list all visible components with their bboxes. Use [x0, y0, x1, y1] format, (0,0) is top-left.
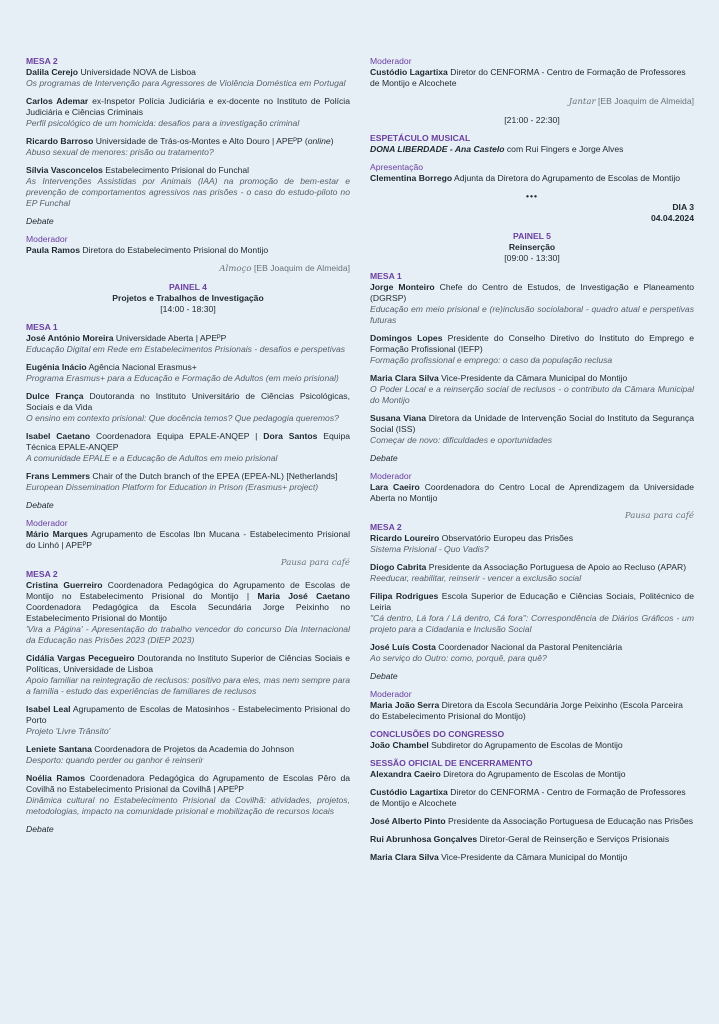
- talk-title: Reeducar, reabilitar, reinserir - vencer a exclusão social: [370, 573, 582, 583]
- panel-time: [14:00 - 18:30]: [160, 304, 216, 314]
- speaker-role: Universidade de Trás-os-Montes e Alto Douro | APEᴾP (: [93, 136, 308, 146]
- moderator-entry: [370, 67, 694, 89]
- speaker-role: Presidente da Associação Portuguesa de Apoio ao Recluso (APAR): [426, 562, 687, 572]
- coffee-break: Pausa para café: [624, 511, 694, 521]
- closing-entry: [370, 834, 694, 845]
- moderator-name: Paula Ramos: [26, 245, 80, 255]
- speaker-role: Coordenadora Pedagógica do Agrupamento de Escolas Pêro da Covilhã no Estabelecimento Prisional da Covilhã | APEᴾP: [26, 773, 350, 794]
- speaker-name: Noélia Ramos: [26, 773, 86, 783]
- section-title: ESPETÁCULO MUSICAL: [370, 133, 471, 143]
- talk-title: 'Vira a Página' - Apresentação do trabalho vencedor do concurso Dia Internacional da Educação nas Prisões 2023 (DIEP 2023): [26, 624, 350, 645]
- talk-title: Dinâmica cultural no Estabelecimento Prisional da Covilhã: atividades, projetos, metodologias, impacto na comunidade prisional e mobilização de recursos locais: [26, 795, 350, 816]
- section-title: MESA 2: [370, 522, 402, 532]
- speaker-name: Filipa Rodrigues: [370, 591, 439, 601]
- speaker-role-2: Coordenadora Pedagógica da Escola Secundária Jorge Peixinho no Estabelecimento Prisional do Montijo: [26, 602, 350, 623]
- coffee-break: Pausa para café: [280, 558, 350, 568]
- day-date: 04.04.2024: [650, 213, 694, 223]
- speaker-name: Maria Clara Silva: [370, 852, 439, 862]
- talk-title: Os programas de Intervenção para Agressores de Violência Doméstica em Portugal: [26, 78, 346, 88]
- panel-title: PAINEL 5: [513, 231, 551, 241]
- speaker-role-2: Equipa Técnica EPALE-ANQEP: [26, 431, 350, 452]
- moderator-name: Lara Caeiro: [370, 482, 420, 492]
- debate-label: Debate: [370, 453, 398, 463]
- talk-title: Educação Digital em Rede em Estabelecimentos Prisionais - desafios e perspetivas: [26, 344, 346, 354]
- speaker-role: Coordenadora de Projetos da Academia do Johnson: [91, 744, 294, 754]
- moderator-entry: [26, 245, 350, 256]
- speaker-entry: [26, 333, 350, 355]
- moderator-label: Moderador: [26, 234, 68, 244]
- debate-label: Debate: [26, 824, 54, 834]
- speaker-role: Diretora do Agrupamento de Escolas de Montijo: [440, 769, 626, 779]
- speaker-role: Vice-Presidente da Câmara Municipal do Montijo: [438, 373, 628, 383]
- left-column: [26, 56, 350, 835]
- debate-label: Debate: [26, 216, 54, 226]
- closing-entry: [370, 852, 694, 863]
- lunch-break: [26, 263, 350, 275]
- moderator-name: Maria João Serra: [370, 700, 440, 710]
- speaker-role: Diretor do CENFORMA - Centro de Formação de Professores de Montijo e Alcochete: [370, 787, 686, 808]
- speaker-role: Coordenador Nacional da Pastoral Penitenciária: [435, 642, 623, 652]
- speaker-entry: [26, 773, 350, 817]
- dinner-label: Jantar: [568, 97, 596, 107]
- speaker-name: Dulce França: [26, 391, 84, 401]
- speaker-name: José Luís Costa: [370, 642, 436, 652]
- speaker-entry: [26, 653, 350, 697]
- speaker-role: ex-Inspetor Polícia Judiciária e ex-docente no Instituto de Polícia Judiciária e Ciências Criminais: [26, 96, 350, 117]
- speaker-entry: [26, 96, 350, 129]
- speaker-name: Isabel Leal: [26, 704, 71, 714]
- speaker-role: Vice-Presidente da Câmara Municipal do Montijo: [438, 852, 628, 862]
- talk-title: Programa Erasmus+ para a Educação e Formação de Adultos (em meio prisional): [26, 373, 339, 383]
- speaker-role-online: online: [307, 136, 331, 146]
- speaker-entry: [370, 562, 694, 584]
- speaker-entry: [26, 136, 350, 158]
- section-title: MESA 2: [26, 56, 58, 66]
- speaker-entry: [370, 642, 694, 664]
- closing-entry: [370, 816, 694, 827]
- talk-title: European Dissemination Platform for Education in Prison (Erasmus+ project): [26, 482, 319, 492]
- talk-title: Sistema Prisional - Quo Vadis?: [370, 544, 489, 554]
- speaker-role: Subdiretor do Agrupamento de Escolas de Montijo: [428, 740, 623, 750]
- show-name: DONA LIBERDADE - Ana Castelo: [370, 144, 505, 154]
- speaker-name-2: Maria José Caetano: [257, 591, 351, 601]
- moderator-role: Diretora da Escola Secundária Jorge Peixinho (Escola Parceira do Estabelecimento Prisional do Montijo): [370, 700, 683, 721]
- speaker-role: Chair of the Dutch branch of the EPEA (EPEA-NL) [Netherlands]: [90, 471, 338, 481]
- speaker-name: Cidália Vargas Pecegueiro: [26, 653, 135, 663]
- presenter-name: Clementina Borrego: [370, 173, 453, 183]
- speaker-role: Diretor-Geral de Reinserção e Serviços Prisionais: [477, 834, 670, 844]
- speaker-name-2: Dora Santos: [263, 431, 318, 441]
- panel-time: [09:00 - 13:30]: [504, 253, 560, 263]
- speaker-name: Sílvia Vasconcelos: [26, 165, 103, 175]
- speaker-role: Observatório Europeu das Prisões: [439, 533, 573, 543]
- speaker-entry: [370, 373, 694, 406]
- speaker-name: João Chambel: [370, 740, 429, 750]
- presenter-role: Adjunta da Diretora do Agrupamento de Escolas de Montijo: [452, 173, 681, 183]
- moderator-name: Custódio Lagartixa: [370, 67, 448, 77]
- moderator-label: Moderador: [370, 471, 412, 481]
- speaker-entry: [370, 413, 694, 446]
- speaker-name: Dalila Cerejo: [26, 67, 79, 77]
- presentation-label: Apresentação: [370, 162, 424, 172]
- speaker-name: Domingos Lopes: [370, 333, 443, 343]
- speaker-name: Ricardo Barroso: [26, 136, 94, 146]
- speaker-name: Custódio Lagartixa: [370, 787, 448, 797]
- panel-subtitle: Reinserção: [508, 242, 556, 252]
- talk-title: O Poder Local e a reinserção social de reclusos - o contributo da Câmara Municipal do Montijo: [370, 384, 694, 405]
- speaker-entry: [26, 580, 350, 646]
- speaker-name: Rui Abrunhosa Gonçalves: [370, 834, 478, 844]
- section-title: MESA 2: [26, 569, 58, 579]
- speaker-name: Jorge Monteiro: [370, 282, 435, 292]
- speaker-name: Ricardo Loureiro: [370, 533, 440, 543]
- talk-title: Apoio familiar na reintegração de reclusos: positivo para eles, mas nem sempre para a família - estudo das experiências de familiares de reclusos: [26, 675, 350, 696]
- talk-title: Abuso sexual de menores: prisão ou tratamento?: [26, 147, 214, 157]
- debate-label: Debate: [26, 500, 54, 510]
- speaker-name: Isabel Caetano: [26, 431, 91, 441]
- evening-time: [21:00 - 22:30]: [504, 115, 560, 125]
- show-entry: [370, 144, 694, 155]
- speaker-name: Carlos Ademar: [26, 96, 89, 106]
- speaker-entry: [26, 391, 350, 424]
- speaker-name: Eugénia Inácio: [26, 362, 87, 372]
- talk-title: Projeto 'Livre Trânsito': [26, 726, 111, 736]
- speaker-entry: [26, 471, 350, 493]
- speaker-entry: [26, 362, 350, 384]
- presentation-entry: [370, 173, 694, 184]
- speaker-entry: [26, 67, 350, 89]
- moderator-entry: [370, 482, 694, 504]
- talk-title: Formação profissional e emprego: o caso da população reclusa: [370, 355, 613, 365]
- moderator-role: Diretora do Estabelecimento Prisional do Montijo: [79, 245, 269, 255]
- panel-title: PAINEL 4: [169, 282, 207, 292]
- debate-label: Debate: [370, 671, 398, 681]
- section-title: CONCLUSÕES DO CONGRESSO: [370, 729, 505, 739]
- speaker-role: Agrupamento de Escolas de Matosinhos - Estabelecimento Prisional do Porto: [26, 704, 350, 725]
- lunch-label: Almoço: [219, 264, 252, 274]
- talk-title: "Cá dentro, Lá fora / Lá dentro, Cá fora": Correspondência de Diários Gráficos - um projeto para a Cidadania e Inclusão Social: [370, 613, 694, 634]
- talk-title: Começar de novo: dificuldades e oportunidades: [370, 435, 553, 445]
- day-label: DIA 3: [672, 202, 694, 212]
- section-title: MESA 1: [26, 322, 58, 332]
- speaker-name: José António Moreira: [26, 333, 114, 343]
- speaker-role: Agência Nacional Erasmus+: [86, 362, 197, 372]
- speaker-role: Universidade Aberta | APEᴾP: [113, 333, 227, 343]
- speaker-entry: [370, 333, 694, 366]
- speaker-name: Susana Viana: [370, 413, 427, 423]
- speaker-role: Escola Superior de Educação e Ciências Sociais, Politécnico de Leiria: [370, 591, 694, 612]
- speaker-entry: [26, 431, 350, 464]
- moderator-name: Mário Marques: [26, 529, 88, 539]
- speaker-entry: [370, 533, 694, 555]
- speaker-entry: [370, 591, 694, 635]
- separator-dots: •••: [525, 191, 539, 201]
- speaker-name: Cristina Guerreiro: [26, 580, 103, 590]
- speaker-entry: [26, 704, 350, 737]
- speaker-role: Diretora da Unidade de Intervenção Social do Instituto da Segurança Social (ISS): [370, 413, 694, 434]
- talk-title: Desporto: quando perder ou ganhor é reinserir: [26, 755, 204, 765]
- moderator-role: Agrupamento de Escolas Ibn Mucana - Estabelecimento Prisional do Linhó | APEᴾP: [26, 529, 350, 550]
- speaker-role: Presidente do Conselho Diretivo do Instituto do Emprego e Formação Profissional (IEFP): [370, 333, 694, 354]
- show-artists: com Rui Fingers e Jorge Alves: [504, 144, 624, 154]
- closing-entry: [370, 769, 694, 780]
- speaker-role: Presidente da Associação Portuguesa de Educação nas Prisões: [445, 816, 694, 826]
- speaker-entry: [370, 282, 694, 326]
- speaker-name: Leniete Santana: [26, 744, 92, 754]
- speaker-role: Chefe do Centro de Estudos, de Investigação e Planeamento (DGRSP): [370, 282, 694, 303]
- moderator-label: Moderador: [26, 518, 68, 528]
- speaker-name: Frans Lemmers: [26, 471, 91, 481]
- speaker-role: Doutoranda no Instituto Universitário de Ciências Psicológicas, Sociais e da Vida: [26, 391, 350, 412]
- talk-title: Perfil psicológico de um homicida: desafios para a investigação criminal: [26, 118, 300, 128]
- talk-title: Educação em meio prisional e (re)inclusão sociolaboral - quadro atual e perspetivas futuras: [370, 304, 694, 325]
- moderator-label: Moderador: [370, 689, 412, 699]
- moderator-label: Moderador: [370, 56, 412, 66]
- section-title: SESSÃO OFICIAL DE ENCERRAMENTO: [370, 758, 533, 768]
- talk-title: O ensino em contexto prisional: Que docência temos? Que pedagogia queremos?: [26, 413, 339, 423]
- moderator-role: Coordenadora do Centro Local de Aprendizagem da Universidade Aberta no Montijo: [370, 482, 694, 503]
- speaker-entry: [26, 744, 350, 766]
- moderator-role: Diretor do CENFORMA - Centro de Formação de Professores de Montijo e Alcochete: [370, 67, 686, 88]
- dinner-break: [370, 96, 694, 108]
- speaker-role: Estabelecimento Prisional do Funchal: [102, 165, 250, 175]
- panel-subtitle: Projetos e Trabalhos de Investigação: [112, 293, 264, 303]
- speaker-role-end: ): [330, 136, 334, 146]
- speaker-name: Maria Clara Silva: [370, 373, 439, 383]
- speaker-name: Alexandra Caeiro: [370, 769, 441, 779]
- speaker-role: Universidade NOVA de Lisboa: [78, 67, 196, 77]
- moderator-entry: [370, 700, 694, 722]
- conclusions-entry: [370, 740, 694, 751]
- speaker-role: Doutoranda no Instituto Superior de Ciências Sociais e Políticas, Universidade de Lisboa: [26, 653, 350, 674]
- dinner-place: [EB Joaquim de Almeida]: [595, 96, 694, 106]
- moderator-entry: [26, 529, 350, 551]
- lunch-place: [EB Joaquim de Almeida]: [251, 263, 350, 273]
- speaker-role: Coordenadora Pedagógica do Agrupamento de Escolas de Montijo no Estabelecimento Prisional do Montijo |: [26, 580, 350, 601]
- speaker-name: José Alberto Pinto: [370, 816, 446, 826]
- talk-title: Ao serviço do Outro: como, porquê, para quê?: [370, 653, 547, 663]
- talk-title: As Intervenções Assistidas por Animais (IAA) na promoção de bem-estar e prevenção de comportamentos agressivos nas prisões - o caso do estudo-piloto no EP Funchal: [26, 176, 350, 208]
- closing-entry: [370, 787, 694, 809]
- speaker-role: Coordenadora Equipa EPALE-ANQEP |: [90, 431, 264, 441]
- talk-title: A comunidade EPALE e a Educação de Adultos em meio prisional: [26, 453, 278, 463]
- speaker-name: Diogo Cabrita: [370, 562, 427, 572]
- right-column: [370, 56, 694, 870]
- speaker-entry: [26, 165, 350, 209]
- section-title: MESA 1: [370, 271, 402, 281]
